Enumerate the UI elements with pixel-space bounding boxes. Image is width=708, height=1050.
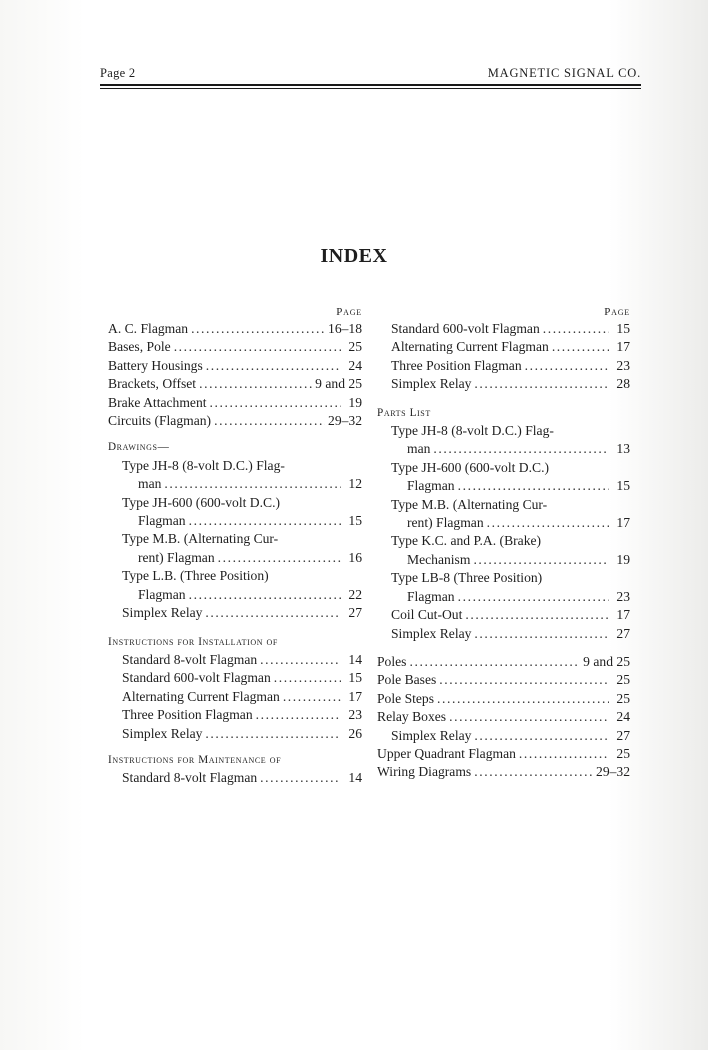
entry-label: Pole Bases [377, 672, 437, 688]
leader-dots [260, 651, 341, 669]
leader-dots [449, 708, 609, 726]
entry-page: 26 [348, 725, 362, 741]
index-entry [377, 745, 630, 763]
leader-dots [205, 604, 341, 622]
entry-page: 24 [616, 709, 630, 725]
entry-label: Bases, Pole [108, 339, 171, 355]
index-entry [377, 606, 630, 624]
entry-page: 23 [348, 707, 362, 723]
index-entry [377, 727, 630, 745]
index-entry-line: Type M.B. (Alternating Cur- [122, 531, 279, 547]
entry-page: 29–32 [328, 413, 362, 429]
index-entry [108, 604, 362, 622]
entry-label: Battery Housings [108, 357, 203, 373]
leader-dots [474, 625, 609, 643]
leader-dots [458, 588, 609, 606]
entry-page: 12 [348, 476, 362, 492]
entry-page: 25 [616, 690, 630, 706]
index-entry-line: Type LB-8 (Three Position) [391, 570, 543, 586]
leader-dots [487, 514, 609, 532]
leader-dots [552, 338, 609, 356]
entry-label: Flagman [407, 478, 455, 494]
entry-label: Mechanism [407, 551, 471, 567]
entry-page: 9 and 25 [583, 653, 630, 669]
index-entry [377, 551, 630, 569]
section-heading-parts-list: Parts List [377, 406, 431, 419]
index-entry [108, 549, 362, 567]
index-entry-line: Type M.B. (Alternating Cur- [391, 496, 548, 512]
index-title: INDEX [320, 245, 388, 267]
leader-dots [199, 375, 312, 393]
leader-dots [465, 606, 609, 624]
entry-label: Flagman [138, 586, 186, 602]
entry-page: 25 [616, 745, 630, 761]
section-heading-installation: Instructions for Installation of [108, 635, 278, 648]
index-entry [108, 586, 362, 604]
entry-page: 17 [348, 688, 362, 704]
index-entry [108, 475, 362, 493]
index-column-right [377, 304, 630, 782]
entry-label: Brake Attachment [108, 394, 207, 410]
index-entry [377, 357, 630, 375]
leader-dots [543, 320, 609, 338]
entry-label: Circuits (Flagman) [108, 413, 212, 429]
entry-page: 27 [616, 625, 630, 641]
entry-label: Upper Quadrant Flagman [377, 745, 516, 761]
entry-label: rent) Flagman [138, 549, 215, 565]
leader-dots [437, 690, 609, 708]
entry-label: Relay Boxes [377, 709, 447, 725]
index-entry [377, 588, 630, 606]
entry-label: Standard 600-volt Flagman [122, 670, 271, 686]
leader-dots [164, 475, 341, 493]
entry-page: 15 [616, 478, 630, 494]
leader-dots [205, 725, 341, 743]
index-entry-line: Type K.C. and P.A. (Brake) [391, 533, 542, 549]
leader-dots [525, 357, 609, 375]
entry-label: Standard 8-volt Flagman [122, 651, 258, 667]
index-entry [108, 357, 362, 375]
entry-page: 27 [616, 727, 630, 743]
page-column-header: Page [336, 306, 362, 318]
entry-page: 28 [616, 376, 630, 392]
entry-page: 27 [348, 605, 362, 621]
entry-label: Simplex Relay [391, 727, 472, 743]
leader-dots [283, 688, 341, 706]
entry-label: Brackets, Offset [108, 376, 197, 392]
entry-label: Three Position Flagman [391, 357, 522, 373]
entry-page: 13 [616, 441, 630, 457]
leader-dots [409, 653, 580, 671]
entry-label: Alternating Current Flagman [391, 339, 549, 355]
entry-label: Simplex Relay [391, 625, 472, 641]
index-entry [108, 669, 362, 687]
entry-page: 17 [616, 607, 630, 623]
leader-dots [214, 412, 325, 430]
entry-label: Flagman [138, 513, 186, 529]
leader-dots [210, 394, 341, 412]
leader-dots [256, 706, 341, 724]
leader-dots [474, 763, 593, 781]
index-entry [108, 320, 362, 338]
index-entry-line: Type JH-600 (600-volt D.C.) [391, 459, 550, 475]
index-entry-line: Type JH-8 (8-volt D.C.) Flag- [122, 457, 285, 473]
page-number: Page 2 [100, 66, 136, 80]
index-entry [108, 651, 362, 669]
leader-dots [473, 551, 609, 569]
index-entry [108, 394, 362, 412]
index-entry [377, 477, 630, 495]
entry-page: 25 [616, 672, 630, 688]
leader-dots [191, 320, 325, 338]
index-entry [108, 769, 362, 787]
index-entry [377, 440, 630, 458]
index-entry [377, 514, 630, 532]
index-entry [108, 412, 362, 430]
entry-page: 24 [348, 357, 362, 373]
leader-dots [189, 512, 341, 530]
index-entry [377, 653, 630, 671]
index-entry [108, 725, 362, 743]
entry-label: rent) Flagman [407, 515, 484, 531]
entry-page: 19 [348, 394, 362, 410]
index-entry [377, 375, 630, 393]
entry-label: Standard 600-volt Flagman [391, 321, 540, 336]
index-entry [108, 688, 362, 706]
entry-page: 14 [348, 770, 362, 786]
leader-dots [174, 338, 341, 356]
entry-label: man [407, 441, 431, 457]
entry-page: 15 [616, 321, 630, 336]
index-entry [377, 690, 630, 708]
index-entry [108, 375, 362, 393]
header-rule-thin [100, 88, 641, 89]
index-entry-line: Type JH-600 (600-volt D.C.) [122, 494, 281, 510]
page-column-header: Page [604, 306, 630, 318]
entry-page: 15 [348, 670, 362, 686]
index-entry [108, 512, 362, 530]
leader-dots [433, 440, 609, 458]
entry-label: Three Position Flagman [122, 707, 253, 723]
index-entry [377, 625, 630, 643]
index-entry-line: Type JH-8 (8-volt D.C.) Flag- [391, 423, 554, 439]
index-entry-line: Type L.B. (Three Position) [122, 568, 269, 584]
entry-label: Coil Cut-Out [391, 607, 463, 623]
leader-dots [274, 669, 341, 687]
leader-dots [519, 745, 609, 763]
entry-label: Standard 8-volt Flagman [122, 770, 258, 786]
entry-label: Pole Steps [377, 690, 435, 706]
entry-label: Flagman [407, 588, 455, 604]
entry-label: Simplex Relay [122, 725, 203, 741]
leader-dots [206, 357, 341, 375]
leader-dots [474, 375, 609, 393]
entry-page: 29–32 [596, 764, 630, 780]
entry-page: 17 [616, 339, 630, 355]
header-rule [100, 84, 641, 86]
entry-page: 23 [616, 588, 630, 604]
index-column-left [108, 304, 362, 788]
leader-dots [260, 769, 341, 787]
entry-label: Simplex Relay [122, 605, 203, 621]
entry-label: Simplex Relay [391, 376, 472, 392]
entry-page: 9 and 25 [315, 376, 362, 392]
index-entry [377, 338, 630, 356]
entry-label: Poles [377, 653, 407, 669]
company-name: MAGNETIC SIGNAL CO. [487, 66, 641, 80]
entry-label: Wiring Diagrams [377, 764, 472, 780]
index-entry [108, 706, 362, 724]
entry-page: 16 [348, 549, 362, 565]
index-entry [377, 320, 630, 338]
index-entry [108, 338, 362, 356]
entry-page: 15 [348, 513, 362, 529]
entry-label: A. C. Flagman [108, 321, 189, 336]
index-entry [377, 671, 630, 689]
leader-dots [474, 727, 609, 745]
section-heading-maintenance: Instructions for Maintenance of [108, 753, 282, 766]
entry-page: 25 [348, 339, 362, 355]
leader-dots [189, 586, 341, 604]
leader-dots [218, 549, 341, 567]
entry-page: 22 [348, 586, 362, 602]
entry-page: 17 [616, 515, 630, 531]
index-entry [377, 763, 630, 781]
entry-page: 14 [348, 651, 362, 667]
leader-dots [458, 477, 609, 495]
entry-page: 16–18 [328, 321, 362, 336]
section-heading-drawings: Drawings— [108, 441, 170, 454]
index-entry [377, 708, 630, 726]
entry-page: 19 [616, 551, 630, 567]
leader-dots [439, 671, 609, 689]
entry-label: Alternating Current Flagman [122, 688, 280, 704]
entry-page: 23 [616, 357, 630, 373]
page-header [100, 66, 641, 84]
entry-label: man [138, 476, 162, 492]
